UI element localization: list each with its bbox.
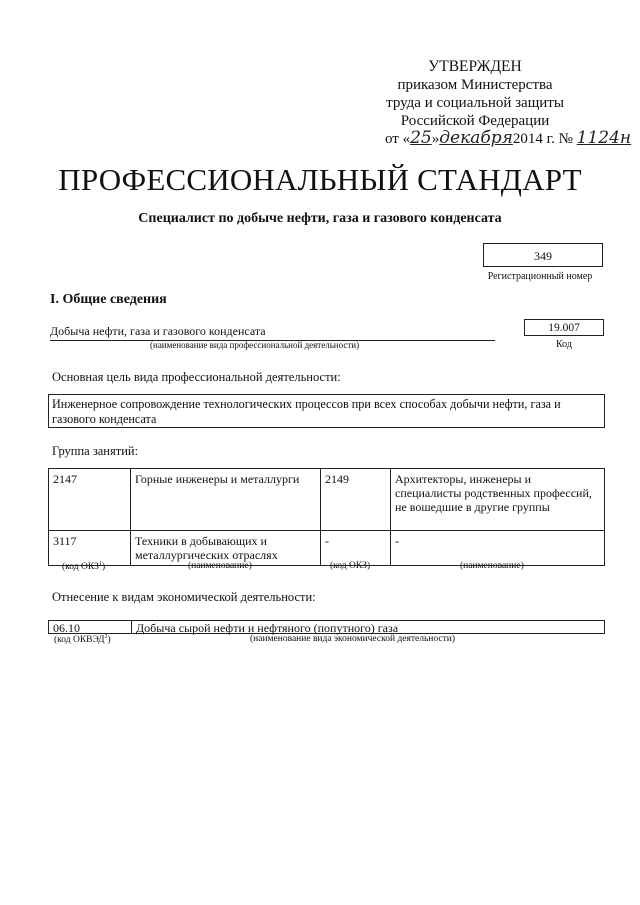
page-subtitle: Специалист по добыче нефти, газа и газового конденсата	[138, 211, 502, 226]
activity-name: Добыча нефти, газа и газового конденсата	[50, 324, 266, 338]
page-title: ПРОФЕССИОНАЛЬНЫЙ СТАНДАРТ	[58, 162, 582, 197]
approval-line-labor: труда и социальной защиты	[386, 95, 564, 111]
approval-line-federation: Российской Федерации	[400, 113, 550, 129]
table-cell: 2147	[49, 469, 131, 531]
table-cell: -	[321, 531, 391, 566]
occupation-group-table	[48, 468, 605, 566]
table-cell: 2149	[321, 469, 391, 531]
okz-code-caption	[62, 561, 105, 572]
approval-line-ministry: приказом Министерства	[397, 77, 553, 93]
economic-activity-box	[48, 620, 605, 634]
table-cell: -	[391, 531, 605, 566]
okved-name: Добыча сырой нефти и нефтяного (попутного) газа	[136, 621, 399, 635]
okved-code-caption-close: )	[107, 635, 111, 646]
table-row	[49, 469, 605, 531]
registration-number-box: 349	[483, 243, 603, 267]
okz-code-caption-2: (код ОКЗ)	[330, 561, 371, 571]
goal-label: Основная цель вида профессиональной деятельности:	[52, 370, 341, 384]
okz-code-caption-close: )	[101, 562, 106, 573]
table-cell: Техники в добывающих и металлургических отраслях	[131, 531, 321, 566]
table-cell: 3117	[49, 531, 131, 566]
activity-caption: (наименование вида профессиональной деятельности)	[150, 340, 360, 350]
approval-block	[360, 58, 590, 130]
registration-number-label: Регистрационный номер	[487, 271, 593, 282]
economic-activity-label: Отнесение к видам экономической деятельности:	[52, 590, 316, 604]
okved-code-caption-text: (код ОКВЭД	[54, 635, 105, 646]
economic-divider	[131, 621, 132, 633]
okved-code-caption	[54, 634, 111, 645]
okz-footnote-mark: 1	[98, 561, 102, 567]
order-month: декабря	[439, 128, 513, 148]
okz-code-caption-text: (код ОКЗ	[62, 562, 99, 573]
order-line	[385, 128, 631, 148]
section-title: I. Общие сведения	[50, 292, 167, 307]
activity-code-label: Код	[556, 339, 572, 350]
approval-heading: УТВЕРЖДЕН	[428, 58, 522, 75]
activity-code-box: 19.007	[524, 319, 604, 336]
order-mid: »	[431, 131, 440, 147]
goal-box: Инженерное сопровождение технологических процессов при всех способах добычи нефти, газа и газового конденсата	[48, 394, 605, 428]
occupation-group-label: Группа занятий:	[52, 444, 139, 458]
okz-name-caption-2: (наименование)	[460, 561, 524, 571]
okved-name-caption: (наименование вида экономической деятельности)	[250, 634, 455, 644]
okved-footnote-mark: 2	[104, 634, 108, 640]
table-cell: Горные инженеры и металлурги	[131, 469, 321, 531]
order-day: 25	[410, 128, 432, 148]
order-number: 1124н	[576, 128, 632, 148]
okz-name-caption: (наименование)	[188, 561, 252, 571]
order-year: 2014 г. №	[512, 131, 573, 147]
okved-code: 06.10	[53, 621, 80, 635]
order-prefix: от «	[385, 131, 411, 147]
table-cell: Архитекторы, инженеры и специалисты родственных профессий, не вошедшие в другие группы	[391, 469, 605, 531]
